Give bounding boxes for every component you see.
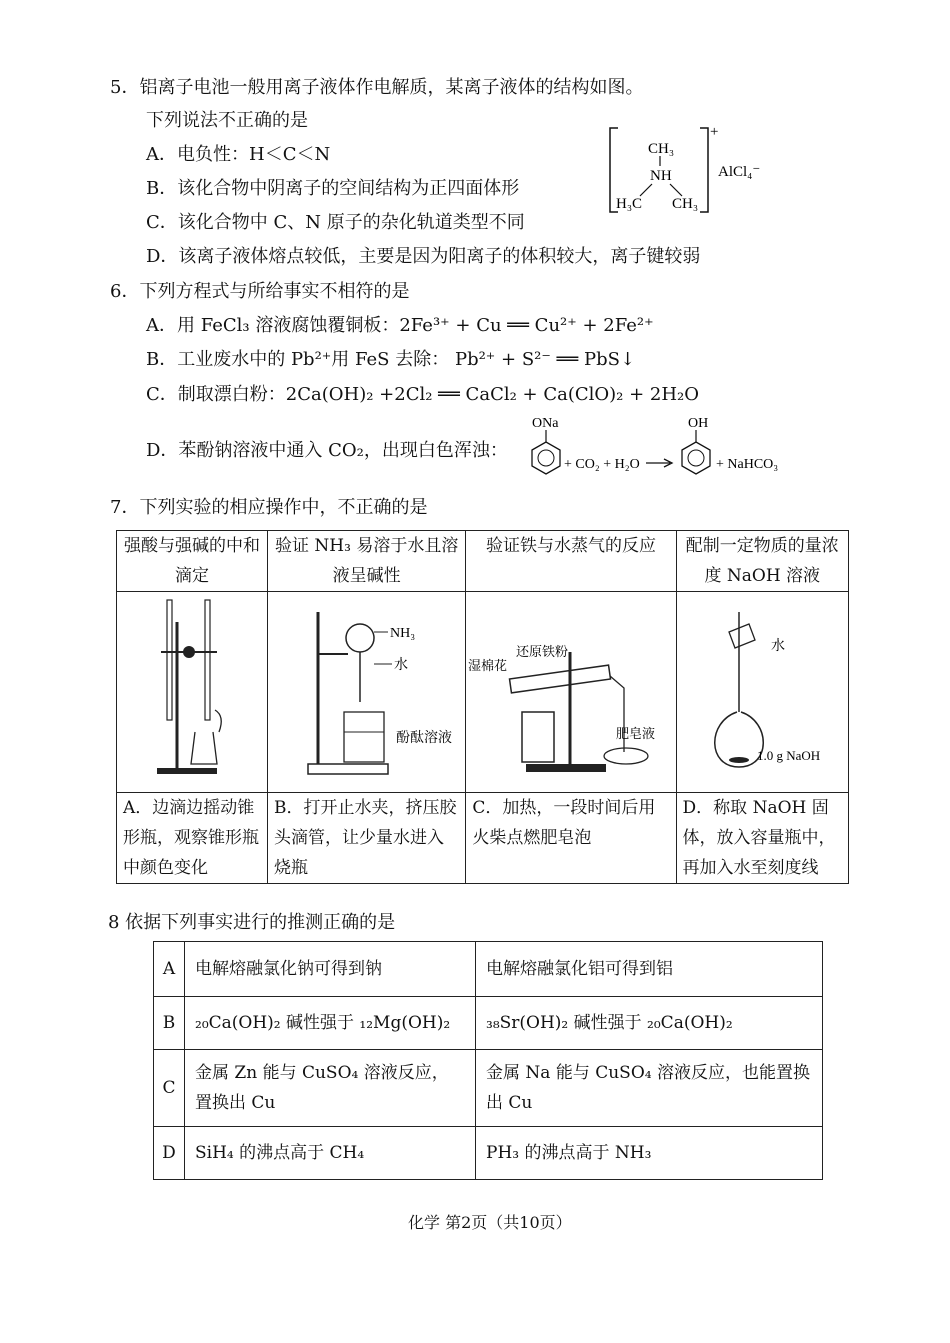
- answer-a: A．边滴边摇动锥形瓶，观察锥形瓶中颜色变化: [117, 793, 268, 884]
- q7-stem: 7．下列实验的相应操作中，不正确的是: [110, 497, 428, 518]
- phenoxide-co2-equation: [512, 412, 812, 484]
- test-tube-icon: [510, 665, 611, 693]
- fact-cell: 金属 Zn 能与 CuSO₄ 溶液反应，置换出 Cu: [185, 1050, 476, 1127]
- flask-icon: [346, 624, 374, 652]
- fact-cell: 电解熔融氯化钠可得到钠: [185, 942, 476, 997]
- reactant-substituent: ONa: [532, 416, 559, 431]
- table-row: [154, 997, 823, 1050]
- q8-stem: 8 依据下列事实进行的推测正确的是: [108, 912, 396, 933]
- guess-cell: 金属 Na 能与 CuSO₄ 溶液反应，也能置换出 Cu: [476, 1050, 823, 1127]
- benzene-ring-icon: [532, 442, 560, 474]
- fact-cell: SiH₄ 的沸点高于 CH₄: [185, 1127, 476, 1180]
- equation-products: + NaHCO₃: [716, 457, 779, 472]
- svg-text:NH₃: NH₃: [390, 626, 416, 641]
- q6-stem: 6．下列方程式与所给事实不相符的是: [110, 281, 410, 302]
- header-solution-prep: 配制一定物质的量浓度 NaOH 溶液: [676, 531, 848, 592]
- benzene-ring-icon: [682, 442, 710, 474]
- svg-text:酚酞溶液: 酚酞溶液: [396, 731, 452, 746]
- structure-charge: +: [710, 124, 719, 140]
- header-nh3-fountain: 验证 NH₃ 易溶于水且溶液呈碱性: [268, 531, 466, 592]
- table-row: [154, 942, 823, 997]
- structure-ch3-top: CH₃: [648, 141, 675, 157]
- answer-d: D．称取 NaOH 固体，放入容量瓶中，再加入水至刻度线: [676, 793, 848, 884]
- q5-stem: 5．铝离子电池一般用离子液体作电解质，某离子液体的结构如图。: [110, 77, 644, 98]
- guess-cell: PH₃ 的沸点高于 NH₃: [476, 1127, 823, 1180]
- q5-option-d: D．该离子液体熔点较低，主要是因为阳离子的体积较大，离子键较弱: [146, 246, 701, 267]
- table-row: [154, 1050, 823, 1127]
- row-label: A: [154, 942, 185, 997]
- row-label: C: [154, 1050, 185, 1127]
- row-label: B: [154, 997, 185, 1050]
- ionic-liquid-structure: [600, 120, 780, 220]
- q6-option-b: B．工业废水中的 Pb²⁺用 FeS 去除： Pb²⁺ + S²⁻ ══ PbS↓: [146, 349, 636, 370]
- iron-steam-apparatus: [466, 592, 676, 793]
- svg-text:还原铁粉: 还原铁粉: [516, 644, 569, 659]
- svg-text:湿棉花: 湿棉花: [468, 658, 508, 673]
- structure-h3c: H₃C: [616, 196, 643, 212]
- volumetric-flask-apparatus: [676, 592, 848, 793]
- beaker-icon: [344, 712, 384, 762]
- conical-flask-icon: [191, 732, 217, 764]
- q7-experiment-table: [116, 530, 849, 884]
- svg-text:肥皂液: 肥皂液: [616, 726, 656, 741]
- q6-option-c: C．制取漂白粉：2Ca(OH)₂ +2Cl₂ ══ CaCl₂ + Ca(ClO)₂ + 2H₂O: [146, 384, 700, 405]
- header-iron-steam: 验证铁与水蒸气的反应: [466, 531, 676, 592]
- q8-inference-table: [153, 941, 823, 1180]
- titration-apparatus: [117, 592, 268, 793]
- structure-anion: AlCl₄⁻: [718, 164, 761, 180]
- answer-b: B．打开止水夹，挤压胶头滴管，让少量水进入烧瓶: [268, 793, 466, 884]
- beaker-icon: [729, 624, 755, 648]
- structure-nh: NH: [650, 168, 672, 184]
- guess-cell: 电解熔融氯化铝可得到铝: [476, 942, 823, 997]
- table-row: [154, 1127, 823, 1180]
- svg-text:水: 水: [770, 639, 785, 654]
- page-footer: 化学 第2页（共10页）: [408, 1213, 572, 1232]
- q5-option-a: A．电负性：H＜C＜N: [146, 144, 331, 165]
- q6-option-a: A．用 FeCl₃ 溶液腐蚀覆铜板：2Fe³⁺ + Cu ══ Cu²⁺ + 2Fe²⁺: [146, 315, 654, 336]
- structure-ch3-right: CH₃: [672, 196, 699, 212]
- row-label: D: [154, 1127, 185, 1180]
- answer-c: C．加热，一段时间后用火柴点燃肥皂泡: [466, 793, 676, 884]
- svg-text:1.0 g NaOH: 1.0 g NaOH: [756, 748, 820, 763]
- alcohol-lamp-icon: [522, 712, 554, 762]
- fact-cell: ₂₀Ca(OH)₂ 碱性强于 ₁₂Mg(OH)₂: [185, 997, 476, 1050]
- svg-text:水: 水: [394, 658, 408, 673]
- q5-option-c: C．该化合物中 C、N 原子的杂化轨道类型不同: [146, 212, 525, 233]
- q5-option-b: B．该化合物中阴离子的空间结构为正四面体形: [146, 178, 520, 199]
- q6-option-d: D．苯酚钠溶液中通入 CO₂，出现白色浑浊：: [146, 440, 508, 461]
- equation-reagents: + CO₂ + H₂O: [564, 457, 640, 472]
- fountain-apparatus: [268, 592, 466, 793]
- q5-prompt: 下列说法不正确的是: [146, 110, 308, 131]
- guess-cell: ₃₈Sr(OH)₂ 碱性强于 ₂₀Ca(OH)₂: [476, 997, 823, 1050]
- product-substituent: OH: [688, 416, 709, 431]
- header-titration: 强酸与强碱的中和滴定: [117, 531, 268, 592]
